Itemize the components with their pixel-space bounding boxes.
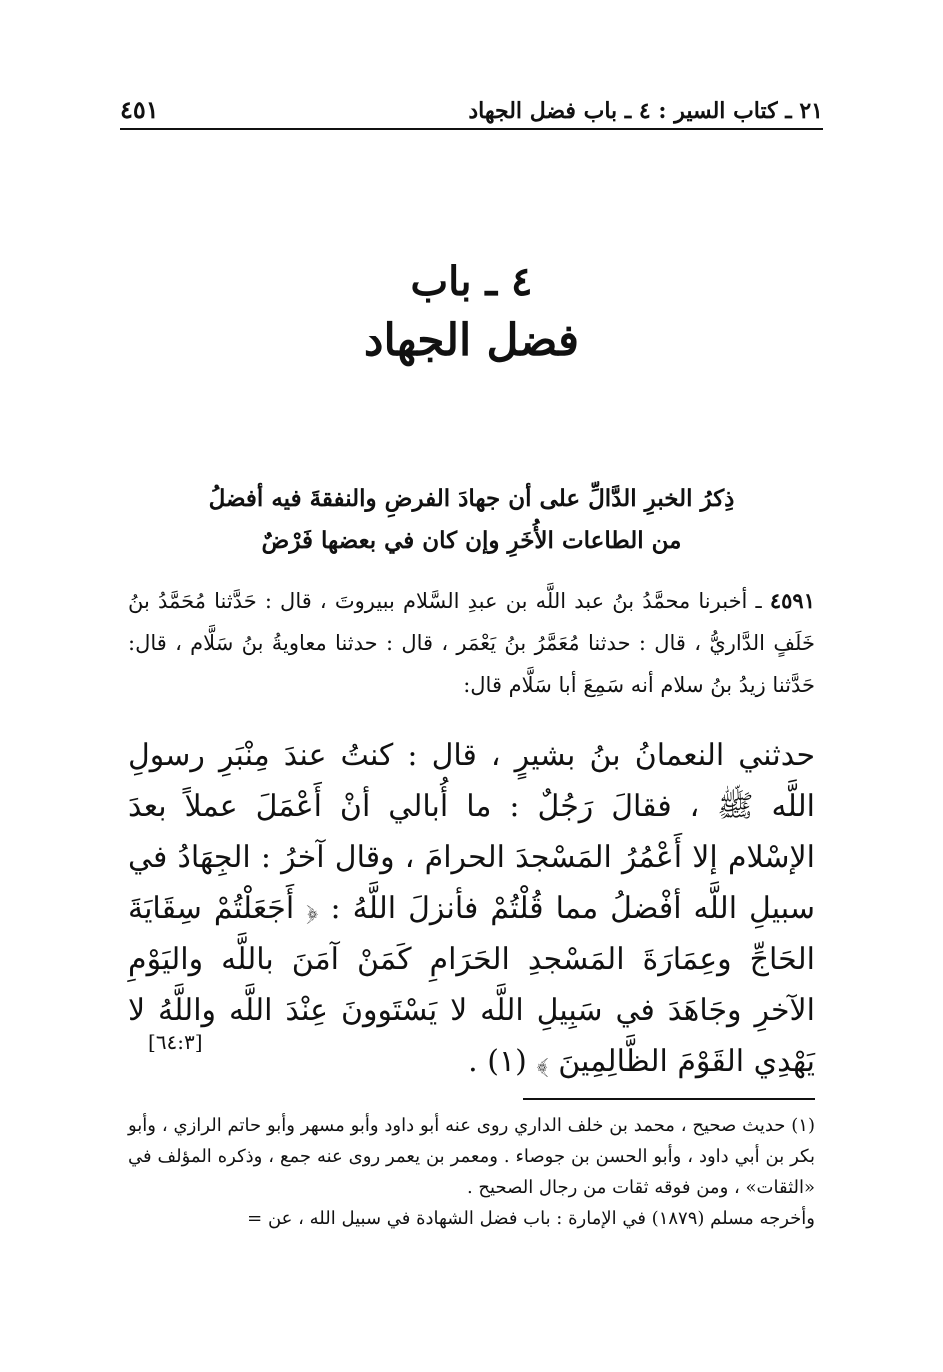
section-heading	[170, 478, 773, 562]
quran-reference: [٦٤:٣]	[148, 1030, 203, 1054]
footnote-1-continued: وأخرجه مسلم (١٨٧٩) في الإمارة : باب فضل الشهادة في سبيل الله ، عن =	[247, 1208, 815, 1229]
footnotes	[128, 1110, 815, 1234]
hadith-isnad	[128, 580, 815, 706]
isnad-text: ـ أخبرنا محمَّدُ بنُ عبد اللَّه بن عبدِ السَّلام ببيروتَ ، قال : حَدَّثنا مُحَمَّدُ بنُ خَلَفٍ الدَّاريُّ ، قال : حدثنا مُعَمَّرُ بنُ يَعْمَر ، قال : حدثنا معاويةُ بنُ سَلَّام ، قال: حَدَّثنا زيدُ بنُ سلام أنه سَمِعَ أبا سَلَّام قال:	[128, 589, 815, 697]
hadith-number: ٤٥٩١	[769, 588, 815, 613]
footnote-divider	[523, 1098, 815, 1100]
chapter-title: فضل الجهاد	[363, 315, 580, 366]
section-heading-line-2: من الطاعات الأُخَرِ وإن كان في بعضها فَرْضٌ	[261, 527, 682, 554]
page-number: ٤٥١	[120, 95, 159, 124]
chapter-number: ٤ ـ باب	[410, 258, 533, 305]
page-header	[120, 84, 823, 130]
running-title: ٢١ ـ كتاب السير : ٤ ـ باب فضل الجهاد	[468, 98, 823, 124]
footnote-1: (١) حديث صحيح ، محمد بن خلف الداري روى عنه أبو داود وأبو مسهر وأبو حاتم الرازي ، وأبو بكر بن أبي داود ، وأبو الحسن بن جوصاء . ومعمر بن يعمر روى عنه جمع ، وذكره المؤلف في «الثقات» ، ومن فوقه ثقات من رجال الصحيح .	[128, 1115, 815, 1198]
hadith-matn: حدثني النعمانُ بنُ بشيرٍ ، قال : كنتُ عندَ مِنْبَرِ رسولِ اللَّه ﷺ ، فقالَ رَجُلٌ : ما أُبالي أنْ أَعْمَلَ عملاً بعدَ الإسْلام إلا أَعْمُرُ المَسْجدَ الحرامَ ، وقال آخرُ : الجِهَادُ في سبيلِ اللَّه أفْضلُ مما قُلْتُمْ فأنزلَ اللَّهُ : ﴿ أَجَعَلْتُمْ سِقَايَةَ الحَاجِّ وعِمَارَةَ المَسْجدِ الحَرَامِ كَمَنْ آمَنَ باللَّه واليَوْمِ الآخرِ وجَاهَدَ في سَبِيلِ اللَّه لا يَسْتَوونَ عِنْدَ اللَّه واللَّهُ لا يَهْدِي القَوْمَ الظَّالِمِينَ ﴾ (١) .	[128, 738, 815, 1079]
section-heading-line-1: ذِكرُ الخبرِ الدَّالِّ على أن جهادَ الفرضِ والنفقةَ فيه أفضلُ	[208, 485, 735, 512]
chapter-heading	[0, 255, 943, 373]
